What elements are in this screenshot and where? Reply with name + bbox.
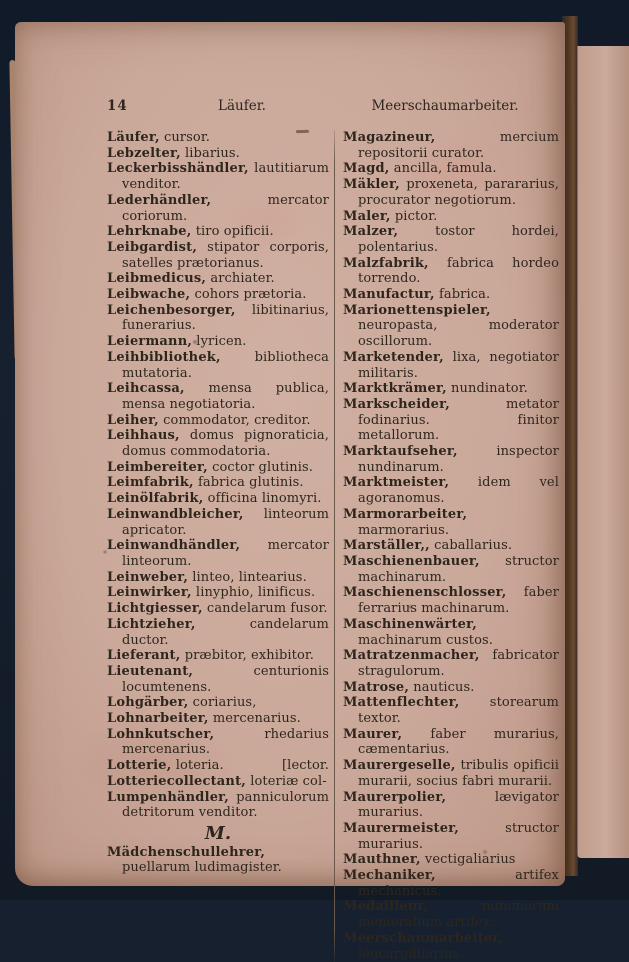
entry-headword: Leinwandhändler,: [107, 538, 241, 554]
dictionary-entry: Lichtgiesser, candelarum fusor.: [107, 601, 328, 617]
entry-headword: Lichtgiesser,: [107, 601, 203, 617]
entry-headword: Lotterie,: [107, 758, 172, 774]
entry-headword: Maschienenbauer,: [343, 553, 480, 569]
entry-headword: Magazineur,: [343, 130, 436, 145]
dictionary-entry: Mädchenschullehrer, puellarum ludimagister.: [107, 844, 282, 876]
right-column: [335, 130, 559, 962]
entry-headword: Lohnkutscher,: [107, 726, 215, 742]
entry-headword: Marktkrämer,: [343, 381, 447, 397]
left-running-head: Läufer.: [218, 98, 266, 114]
entry-headword: Lohgärber,: [107, 695, 189, 711]
entry-headword: Mäkler,: [343, 177, 400, 193]
dictionary-entry: Magd, ancilla, famula.: [343, 161, 497, 177]
dictionary-entry: Leiermann, lyricen.: [107, 334, 247, 350]
dictionary-entry: Lohnkutscher, rhedarius mercenarius.: [107, 726, 329, 758]
entry-headword: Maurerpolier,: [343, 789, 447, 805]
entry-headword: Lebzelter,: [107, 145, 181, 161]
entry-headword: Mauthner,: [343, 852, 421, 868]
dictionary-entry: Medailleur, nummorum memoralium artifex.: [343, 899, 559, 931]
entry-headword: Leckerbisshändler,: [107, 161, 249, 177]
dictionary-entry: Lohgärber, coriarius,: [107, 695, 257, 711]
dictionary-entry: Matratzenmacher, fabricator stragulorum.: [343, 648, 559, 679]
entry-headword: Leichenbesorger,: [107, 302, 236, 318]
entry-headword: Manufactur,: [343, 287, 435, 303]
dictionary-entry: Marställer,, caballarius.: [343, 538, 513, 554]
dictionary-entry: Lehrknabe, tiro opificii.: [107, 224, 274, 240]
dictionary-entry: Leibgardist, stipator corporis, satelles prætorianus.: [107, 239, 329, 271]
dictionary-entry: Leihcassa, mensa publica, mensa negotiatoria.: [107, 381, 329, 412]
entry-headword: Maurermeister,: [343, 820, 460, 836]
facing-page-edge: [577, 46, 629, 858]
dictionary-entry: Maurerpolier, lævigator murarius.: [343, 789, 559, 821]
entry-headword: Marktmeister,: [343, 475, 450, 491]
left-column: [107, 130, 329, 962]
entry-headword: Leibgardist,: [107, 239, 198, 255]
dictionary-entry: Leinwandhändler, mercator linteorum.: [107, 538, 329, 569]
entry-headword: Malzfabrik,: [343, 255, 429, 271]
entry-headword: Leiermann,: [107, 334, 193, 350]
dictionary-entry: Matrose, nauticus.: [343, 679, 475, 695]
entry-headword: Leimbereiter,: [107, 459, 208, 475]
entry-headword: Leibwache,: [107, 287, 191, 303]
dictionary-entry: Manufactur, fabrica.: [343, 287, 491, 303]
entry-headword: Leinweber,: [107, 569, 189, 585]
dictionary-entry: Leinwirker, linyphio, linificus.: [107, 585, 316, 601]
dictionary-entry: Mechaniker, artifex mechanicus.: [343, 868, 559, 899]
entry-headword: Lumpenhändler,: [107, 789, 230, 805]
dictionary-entry: Mauthner, vectigaliarius: [343, 852, 516, 868]
dictionary-entry: Maschienenbauer, structor machinarum.: [343, 553, 559, 585]
catchword-note: [lector.: [282, 758, 329, 774]
entry-headword: Leimfabrik,: [107, 475, 194, 491]
entry-headword: Marmorarbeiter,: [343, 506, 468, 522]
dictionary-entry: Lichtzieher, candelarum ductor.: [107, 616, 329, 648]
dictionary-entry: Leibwache, cohors prætoria.: [107, 287, 307, 303]
book-page: [15, 22, 565, 962]
dictionary-entry: Leimfabrik, fabrica glutinis.: [107, 475, 304, 491]
dictionary-entry: Maschienenschlosser, faber ferrarius machinarum.: [343, 585, 559, 617]
dictionary-entry: Lotteriecollectant, loteriæ col-: [107, 773, 327, 789]
entry-headword: Matratzenmacher,: [343, 648, 480, 664]
entry-headword: Leinwirker,: [107, 585, 192, 601]
dictionary-entry: Leiher, commodator, creditor.: [107, 412, 311, 428]
entry-headword: Meerschaumarbeiter,: [343, 930, 504, 946]
dictionary-entry: Mattenflechter, storearum textor.: [343, 695, 559, 727]
dictionary-entry: Lumpenhändler, panniculorum detritorum venditor.: [107, 789, 329, 821]
dictionary-entry: Leibmedicus, archiater.: [107, 271, 275, 287]
entry-headword: Maler,: [343, 208, 391, 224]
entry-headword: Leihbibliothek,: [107, 349, 221, 365]
dictionary-entry: Marktmeister, idem vel agoranomus.: [343, 475, 559, 507]
entry-headword: Leibmedicus,: [107, 271, 207, 287]
entry-headword: Maschienenschlosser,: [343, 585, 507, 601]
right-running-head: Meerschaumarbeiter.: [371, 98, 519, 114]
dictionary-entry: Lieutenant, centurionis locumtenens.: [107, 663, 329, 695]
entry-headword: Magd,: [343, 161, 390, 177]
dictionary-entry: Marktkrämer, nundinator.: [343, 381, 528, 397]
dictionary-entry: Malzfabrik, fabrica hordeo torrendo.: [343, 255, 559, 287]
entry-headword: Lohnarbeiter,: [107, 711, 209, 727]
dictionary-entry: Lohnarbeiter, mercenarius.: [107, 711, 301, 727]
dictionary-entry: Marmorarbeiter, marmorarius.: [343, 506, 468, 538]
entry-headword: Mattenflechter,: [343, 695, 460, 711]
entry-headword: Läufer,: [107, 130, 160, 145]
entry-headword: Lieutenant,: [107, 663, 194, 679]
dictionary-entry: Maurergeselle, tribulis opificii murarii, socius fabri murarii.: [343, 758, 559, 789]
dictionary-entry: Leihhaus, domus pignoraticia, domus commodatoria.: [107, 428, 329, 460]
entry-headword: Leiher,: [107, 412, 159, 428]
dictionary-entry: Leinweber, linteo, lintearius.: [107, 569, 307, 585]
dictionary-entry: Maler, pictor.: [343, 208, 438, 224]
entry-headword: Leihcassa,: [107, 381, 185, 397]
entry-headword: Marktaufseher,: [343, 444, 458, 460]
dictionary-entry: Leihbibliothek, bibliotheca mutatoria.: [107, 349, 329, 381]
dictionary-entry: Leinölfabrik, officina linomyri.: [107, 491, 322, 507]
dictionary-entry: Marketender, lixa, negotiator militaris.: [343, 349, 559, 381]
dictionary-entry: Leimbereiter, coctor glutinis.: [107, 459, 314, 475]
dictionary-entry: Lebzelter, libarius.: [107, 145, 240, 161]
print-area: [107, 98, 559, 962]
entry-headword: Malzer,: [343, 224, 399, 240]
entry-headword: Marställer,,: [343, 538, 430, 554]
entry-headword: Matrose,: [343, 679, 410, 695]
entry-headword: Leinölfabrik,: [107, 491, 204, 507]
entry-headword: Lehrknabe,: [107, 224, 192, 240]
dictionary-entry: Malzer, tostor hordei, polentarius.: [343, 224, 559, 255]
entry-headword: Maurer,: [343, 726, 403, 742]
dictionary-entry: Magazineur, mercium repositorii curator.: [343, 130, 559, 161]
dictionary-entry: Leinwandbleicher, linteorum apricator.: [107, 506, 329, 538]
running-header: [107, 98, 559, 114]
dictionary-entry: Läufer, cursor.: [107, 130, 210, 145]
section-heading: M.: [204, 822, 232, 844]
dictionary-entry: Maschinenwärter, machinarum custos.: [343, 616, 494, 648]
entry-headword: Leihhaus,: [107, 428, 180, 444]
entry-headword: Markscheider,: [343, 396, 450, 412]
entry-headword: Leinwandbleicher,: [107, 506, 244, 522]
dictionary-entry: Maurer, faber murarius, cæmentarius.: [343, 726, 559, 758]
entry-headword: Marketender,: [343, 349, 444, 365]
dictionary-entry: Marktaufseher, inspector nundinarum.: [343, 444, 559, 475]
entry-headword: Mädchenschullehrer,: [107, 844, 266, 860]
dictionary-entry: Lieferant, præbitor, exhibitor.: [107, 648, 315, 664]
dictionary-entry: Leichenbesorger, libitinarius, funerarius.: [107, 302, 329, 334]
dictionary-entry: Lederhändler, mercator coriorum.: [107, 192, 329, 224]
dictionary-entry: Meerschaumarbeiter, leucargilliarius.: [343, 930, 504, 962]
dictionary-entry: Leckerbisshändler, lautitiarum venditor.: [107, 161, 329, 193]
dictionary-entry: Marionettenspieler, neuropasta, moderator oscillorum.: [343, 302, 559, 350]
entry-headword: Maurergeselle,: [343, 758, 456, 774]
page-number: 14: [107, 98, 128, 114]
entry-headword: Marionettenspieler,: [343, 302, 491, 318]
entry-headword: Medailleur,: [343, 899, 429, 915]
dictionary-columns: [107, 130, 559, 962]
entry-headword: Lieferant,: [107, 648, 181, 664]
entry-headword: Mechaniker,: [343, 868, 436, 884]
dictionary-entry: Mäkler, proxeneta, parararius, procurator negotiorum.: [343, 177, 559, 208]
dictionary-entry: Maurermeister, structor murarius.: [343, 820, 559, 852]
dictionary-entry: Lotterie, [lector. loteria.: [107, 758, 329, 774]
entry-headword: Lotteriecollectant,: [107, 773, 247, 789]
entry-headword: Maschinenwärter,: [343, 616, 477, 632]
dictionary-entry: Markscheider, metator fodinarius. finitor metallorum.: [343, 396, 559, 444]
entry-headword: Lederhändler,: [107, 192, 212, 208]
entry-headword: Lichtzieher,: [107, 616, 196, 632]
